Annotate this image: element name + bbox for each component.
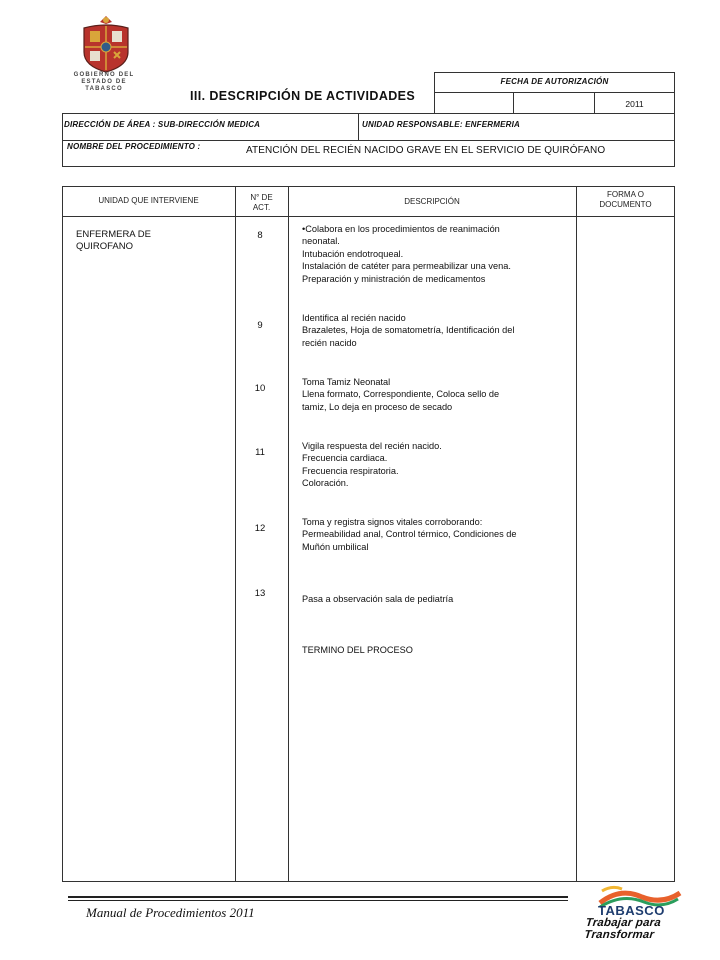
procedure-label: NOMBRE DEL PROCEDIMIENTO : (67, 142, 201, 151)
col-sep-2 (288, 186, 289, 882)
header-desc: DESCRIPCIÓN (404, 197, 460, 206)
slogan: Trabajar para Transformar (583, 917, 662, 941)
government-label (62, 72, 146, 93)
authorization-label: FECHA DE AUTORIZACIÓN (500, 77, 609, 86)
coat-of-arms-logo (76, 14, 136, 74)
gov-line-3: TABASCO (85, 86, 123, 92)
activity-description: Pasa a observación sala de pediatría (302, 594, 454, 604)
authorization-divider (434, 92, 675, 93)
activity-description: Toma y registra signos vitales corroborando: Permeabilidad anal, Control térmico, Condiciones de Muñón umbilical (302, 517, 517, 552)
activity-description: Vigila respuesta del recién nacido. Frecuencia cardiaca. Frecuencia respiratoria. Coloración. (302, 441, 442, 489)
activity-number: 10 (254, 383, 266, 394)
gov-line-1: GOBIERNO DEL (73, 72, 135, 78)
col-sep-3 (576, 186, 577, 882)
header-num: N° DE ACT. (250, 193, 273, 212)
manual-label: Manual de Procedimientos 2011 (86, 905, 255, 920)
activity-number: 8 (257, 230, 263, 241)
authorization-year: 2011 (625, 99, 644, 109)
gov-line-2: ESTADO DE (81, 79, 127, 85)
activity-number: 12 (254, 523, 266, 534)
activity-description: •Colabora en los procedimientos de reanimación neonatal. Intubación endotroqueal. Instalación de catéter para permeabilizar una vena. Preparación y ministración de medicamentos (302, 224, 511, 284)
header-form: FORMA O DOCUMENTO (599, 190, 652, 209)
area-label: DIRECCIÓN DE ÁREA : SUB-DIRECCIÓN MEDICA (64, 120, 261, 129)
activity-number: 11 (255, 447, 265, 458)
authorization-sep-1 (513, 92, 514, 114)
footer-rule-bottom (68, 900, 568, 901)
area-sep (358, 113, 359, 140)
footer-rule-top (68, 896, 568, 898)
page-title: III. DESCRIPCIÓN DE ACTIVIDADES (190, 89, 416, 103)
activity-number: 9 (257, 320, 263, 331)
procedure-name: ATENCIÓN DEL RECIÉN NACIDO GRAVE EN EL SERVICIO DE QUIRÓFANO (246, 145, 606, 156)
col-sep-1 (235, 186, 236, 882)
area-divider (62, 140, 675, 141)
end-of-process: TERMINO DEL PROCESO (302, 645, 413, 655)
activity-description: Identifica al recién nacido Brazaletes, Hoja de somatometría, Identificación del recién nacido (302, 313, 515, 348)
activity-number: 13 (254, 588, 266, 599)
header-unit: UNIDAD QUE INTERVIENE (98, 196, 199, 205)
activity-description: Toma Tamiz Neonatal Llena formato, Correspondiente, Coloca sello de tamiz, Lo deja en proceso de secado (302, 377, 500, 412)
table-header-divider (62, 216, 675, 217)
unit-label: UNIDAD RESPONSABLE: ENFERMERIA (362, 120, 521, 129)
unit-name: ENFERMERA DE QUIROFANO (76, 229, 151, 252)
tabasco-brand: TABASCO (598, 903, 665, 918)
